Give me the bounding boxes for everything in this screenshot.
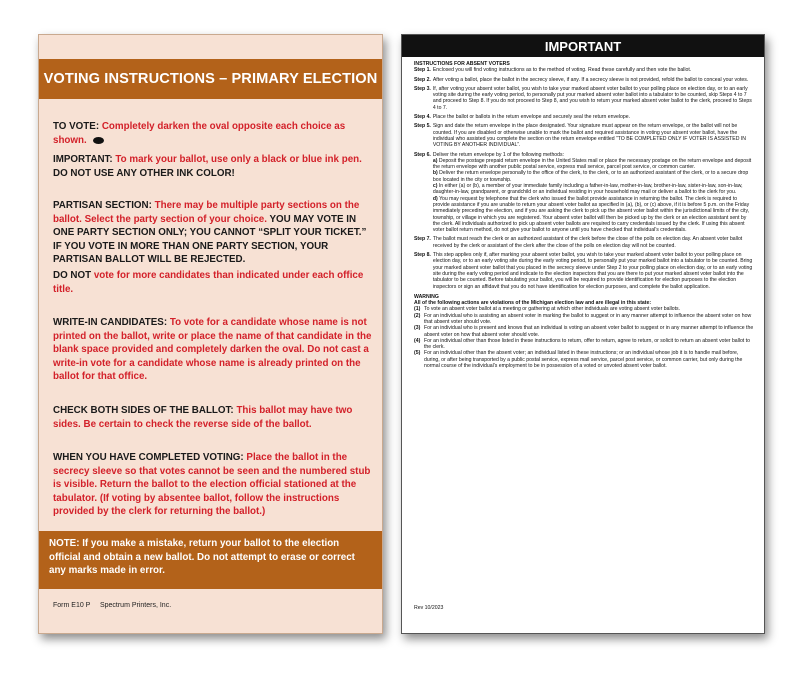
step-number: Step 1. [414, 67, 431, 74]
method-text: Deposit the postage prepaid return envelope in the United States mail or place the necessary postage on the return envelope and deposit the return envelope with another public postal service, express mail service, parcel post service, or common carrier. [432, 157, 752, 171]
important-header: IMPORTANT [402, 35, 764, 57]
to-vote-text: Completely darken the oval opposite each choice as shown. [53, 121, 346, 146]
warning-item [414, 313, 754, 326]
step-item [414, 77, 754, 83]
warning-number: (5) [414, 350, 421, 357]
step-item [414, 86, 754, 111]
step-item [414, 114, 754, 120]
important-label: IMPORTANT: [53, 154, 113, 165]
step-text: This step applies only if, after marking your absent voter ballot, you wish to take your marked absent voter ballot to your polling place on election day, or to an early voting site during the early voting period, to personally put your marked ballot into a tabulator to be counted. Bring your marked absent voter ballot that you placed in the secrecy sleeve under Step 2 to your polling place on election day, or to an early voting site during the early voting period and indicate to the election inspectors that you are there to put your marked absent voter ballot into the tabulator to be counted. Before tabulating your ballot, you will be required to provide identification for election purposes to the election inspectors or sign an affidavit that you do not have identification for election purposes, and complete the ballot application. [432, 252, 753, 290]
completed-text: Place the ballot in the secrecy sleeve so that votes cannot be seen and the numbered stub is visible. Return the ballot to the election official stationed at the tabulator. (If voting by absentee ballot, follow the instructions provided by the clerk for returning the ballot.) [53, 452, 371, 518]
step-6 [414, 152, 754, 234]
delivery-method [433, 196, 754, 234]
completed-section [53, 451, 374, 519]
warning-heading: WARNING [414, 293, 439, 300]
step-item [414, 236, 754, 249]
step-item [414, 123, 754, 148]
warning-list [414, 306, 754, 369]
warning-text: For an individual who is assisting an absent voter in marking the ballot to suggest or in any manner attempt to influence the absent voter on how that absent voter should vote. [424, 312, 752, 325]
important-section [53, 153, 374, 180]
mistake-note: NOTE: If you make a mistake, return your ballot to the election official and obtain a new ballot. Do not attempt to erase or correct any marks made in error. [39, 531, 382, 589]
voting-instructions-card [38, 34, 383, 634]
revision-date: Rev 10/2023 [414, 605, 444, 611]
step-text: After voting a ballot, place the ballot in the secrecy sleeve, if any. If a secrecy sleeve is not provided, refold the ballot to conceal your votes. [432, 76, 749, 83]
step-number: Step 2. [414, 76, 431, 83]
do-not-section [53, 269, 374, 296]
card-title: VOTING INSTRUCTIONS – PRIMARY ELECTION [39, 59, 382, 99]
to-vote-section [53, 120, 374, 147]
printer-name: Spectrum Printers, Inc. [99, 602, 172, 609]
step-number: Step 3. [414, 85, 431, 92]
step-number: Step 4. [414, 114, 431, 121]
method-letter: d) [432, 195, 438, 202]
partisan-section [53, 199, 374, 267]
partisan-text: There may be multiple party sections on the ballot. Select the party section of your choice. [53, 200, 360, 225]
delivery-method [433, 170, 754, 183]
warning-text: For an individual other than those listed in these instructions to return, offer to return, agree to return, or solicit to return an absent voter ballot to the clerk. [424, 337, 750, 351]
important-emphasis: DO NOT USE ANY OTHER INK COLOR! [53, 167, 235, 179]
warning-item [414, 325, 754, 338]
instructions-heading: INSTRUCTIONS FOR ABSENT VOTERS [414, 61, 510, 67]
step-text: Place the ballot or ballots in the return envelope and securely seal the return envelope. [432, 114, 631, 121]
step-number: Step 6. [414, 151, 431, 158]
warning-subheading: All of the following actions are violations of the Michigan election law and are illegal in this state: [414, 300, 652, 307]
to-vote-label: TO VOTE: [53, 121, 100, 132]
step-6-intro: Deliver the return envelope by 1 of the following methods: [432, 151, 565, 158]
absent-voter-instructions [414, 61, 754, 369]
do-not-text: vote for more candidates than indicated under each office title. [53, 270, 364, 295]
warning-text: To vote an absent voter ballot at a meeting or gathering at which other individuals are voting absent voter ballots. [424, 306, 681, 313]
write-in-label: WRITE-IN CANDIDATES: [53, 317, 168, 328]
warning-text: For an individual other than the absent voter; an individual listed in these instructions; or an individual whose job it is to handle mail before, during, or after being transported by a public postal service, express mail service, parcel post service, or common carrier, but only during the normal course of the individual’s employment to be in possession of a voted or unvoted absent voter ballot. [424, 350, 743, 370]
warning-text: For an individual who is present and knows that an individual is voting an absent voter ballot to suggest or in any manner attempt to influence the absent voter on how that absent voter should vote. [424, 325, 754, 338]
form-number: Form E10 P [53, 602, 91, 609]
steps-list-late [414, 236, 754, 289]
partisan-emphasis: YOU MAY VOTE IN ONE PARTY SECTION ONLY; YOU CANNOT “SPLIT YOUR TICKET.” IF YOU VOTE IN MORE THAN ONE PARTY SECTION, YOUR PARTISAN BALLOT WILL BE REJECTED. [53, 213, 367, 266]
partisan-label: PARTISAN SECTION: [53, 200, 152, 211]
both-sides-section [53, 404, 374, 431]
step-item [414, 252, 754, 290]
delivery-method [433, 183, 754, 196]
warning-number: (4) [414, 337, 421, 344]
warning-item [414, 350, 754, 369]
method-text: In either (a) or (b), a member of your immediate family including a father-in-law, mother-in-law, brother-in-law, sister-in-law, son-in-law, daughter-in-law, grandparent, or grandchild or an individual residing in your household may mail or deliver a ballot to the clerk for you. [432, 183, 743, 196]
write-in-text: To vote for a candidate whose name is not printed on the ballot, write or place the name of that candidate in the blank space provided and completely darken the oval. Do not cast a write-in vote for a candidate whose name is already printed on the ballot for that office. [53, 317, 372, 383]
step-6-methods [433, 158, 754, 234]
step-number: Step 5. [414, 123, 431, 130]
method-letter: c) [432, 183, 438, 190]
step-text: The ballot must reach the clerk or an authorized assistant of the clerk before the close of the polls on election day. An absent voter ballot received by the clerk or assistant of the clerk after the close of the polls on election day will not be counted. [432, 236, 743, 249]
method-text: You may request by telephone that the clerk who issued the ballot provide assistance in returning the ballot. The clerk is required to provide assistance if you are unable to return your absent voter ballot as specified in (a), (b), or (c) above, if it is before 5 p.m. on the Friday immediately preceding the election, and if you are asking the clerk to pick up the absent voter ballot within the jurisdictional limits of the city, township, or village in which you are registered. Your absent voter ballot will then be picked up by the clerk or an election assistant sent by the clerk. All individuals authorized to pick up absent voter ballots are required to carry credentials issued by the clerk. If using this absent voter ballot return method, do not give your ballot to anyone until you have checked that individual’s credentials. [432, 195, 750, 234]
step-number: Step 7. [414, 236, 431, 243]
method-letter: b) [432, 170, 438, 177]
step-text: Sign and date the return envelope in the place designated. Your signature must appear on the return envelope, or the ballot will not be counted. If you are disabled or otherwise unable to mark the ballot and required assistance in voting your absent voter ballot, have the individual who assisted you complete the section on the return envelope entitled “TO BE COMPLETED ONLY IF VOTER IS ASSISTED IN VOTING BY ANOTHER INDIVIDUAL”. [432, 123, 747, 149]
write-in-section [53, 316, 374, 384]
filled-oval-icon [93, 137, 104, 144]
method-text: Deliver the return envelope personally to the office of the clerk, to the clerk, or to an authorized assistant of the clerk, or to a secure drop box located in the city or township. [432, 170, 749, 183]
warning-item [414, 338, 754, 351]
form-footer [53, 602, 171, 609]
do-not-label: DO NOT [53, 270, 92, 281]
completed-label: WHEN YOU HAVE COMPLETED VOTING: [53, 452, 244, 463]
warning-number: (2) [414, 312, 421, 319]
steps-list [414, 67, 754, 148]
step-text: If, after voting your absent voter ballot, you wish to take your marked absent voter ballot to your polling place on election day, or to an early voting site during the early voting period, to personally put your marked absent voter ballot into a tabulator to be counted, skip Steps 4 to 7 and proceed to Step 8. If you do not proceed to Step 8, and you wish to return your marked absent voter ballot to the clerk, proceed to Steps 4 to 7. [432, 85, 752, 111]
step-item [414, 67, 754, 73]
step-number: Step 8. [414, 252, 431, 259]
warning-number: (1) [414, 306, 421, 313]
both-sides-label: CHECK BOTH SIDES OF THE BALLOT: [53, 405, 234, 416]
important-text: To mark your ballot, use only a black or blue ink pen. [115, 154, 362, 165]
method-letter: a) [432, 157, 438, 164]
step-text: Enclosed you will find voting instructions as to the method of voting. Read these carefully and then vote the ballot. [432, 67, 692, 74]
warning-number: (3) [414, 325, 421, 332]
delivery-method [433, 158, 754, 171]
absent-voter-card [401, 34, 765, 634]
both-sides-text: This ballot may have two sides. Be certain to check the reverse side of the ballot. [53, 405, 353, 430]
